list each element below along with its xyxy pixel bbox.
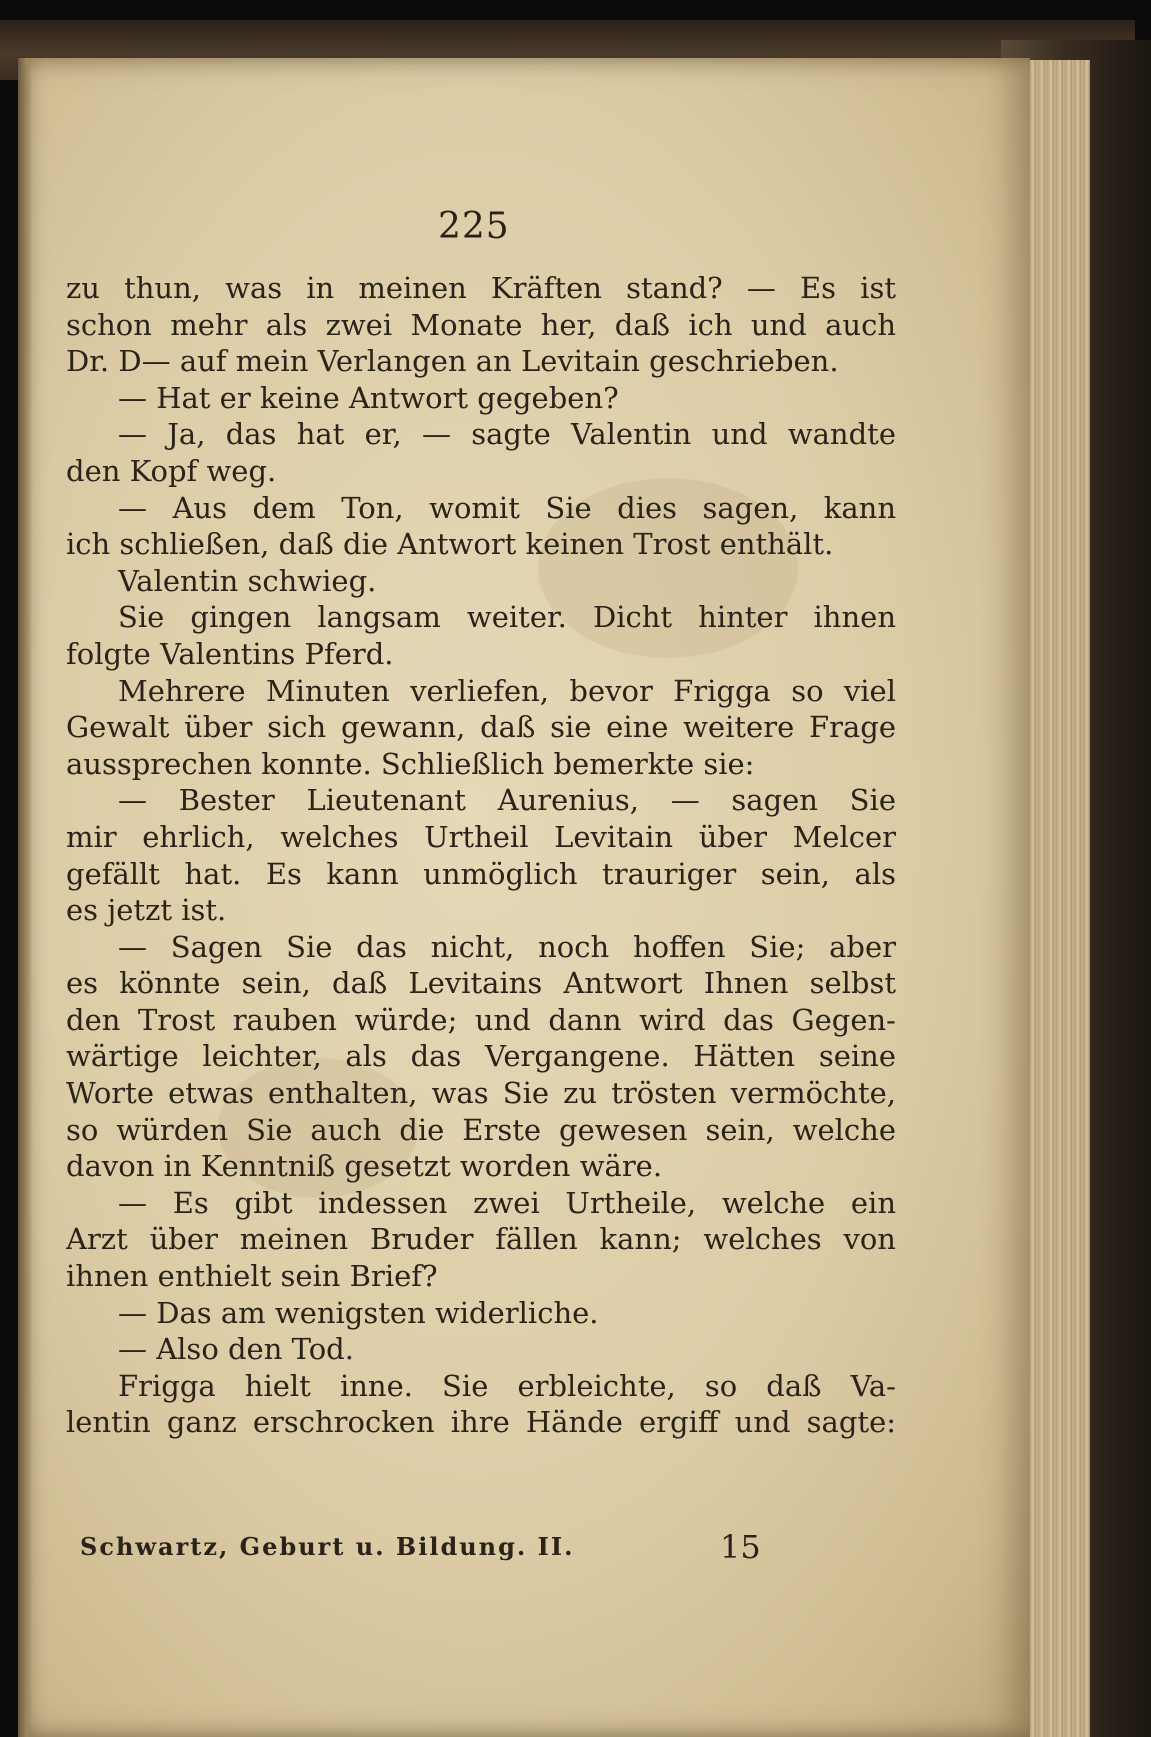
text-line: den Trost rauben würde; und dann wird das Gegen-	[66, 1002, 896, 1037]
text-line: — Hat er keine Antwort gegeben?	[118, 380, 619, 415]
text-line: Arzt über meinen Bruder fällen kann; welches von	[66, 1222, 896, 1257]
text-line: — Sagen Sie das nicht, noch hoffen Sie; aber	[118, 929, 896, 964]
footer-signature: Schwartz, Geburt u. Bildung. II.	[80, 1532, 575, 1561]
text-line: Worte etwas enthalten, was Sie zu trösten vermöchte,	[66, 1076, 896, 1111]
text-line: zu thun, was in meinen Kräften stand? — Es ist	[66, 271, 896, 305]
text-line: mir ehrlich, welches Urtheil Levitain über Melcer	[66, 819, 896, 854]
text-line: — Es gibt indessen zwei Urtheile, welche ein	[118, 1185, 896, 1220]
text-line: den Kopf weg.	[66, 453, 277, 488]
text-line: ihnen enthielt sein Brief?	[66, 1259, 438, 1294]
text-line: davon in Kenntniß gesetzt worden wäre.	[66, 1149, 663, 1184]
page-gutter	[18, 58, 32, 1737]
body-text	[66, 270, 896, 1441]
text-line: gefällt hat. Es kann unmöglich trauriger sein, als	[66, 856, 896, 891]
text-line: Valentin schwieg.	[118, 563, 377, 598]
book-page	[18, 58, 1030, 1737]
footer-sheet-number: 15	[720, 1528, 761, 1566]
text-line: Dr. D— auf mein Verlangen an Levitain geschrieben.	[66, 344, 839, 379]
text-line: es jetzt ist.	[66, 893, 227, 928]
text-line: wärtige leichter, als das Vergangene. Hätten seine	[66, 1039, 896, 1074]
page-footer	[80, 1528, 780, 1568]
text-line: Mehrere Minuten verliefen, bevor Frigga so viel	[118, 673, 896, 708]
text-line: aussprechen konnte. Schließlich bemerkte sie:	[66, 746, 755, 781]
text-line: es könnte sein, daß Levitains Antwort Ihnen selbst	[66, 966, 896, 1001]
text-line: lentin ganz erschrocken ihre Hände ergiff und sagte:	[66, 1405, 896, 1440]
text-line: ich schließen, daß die Antwort keinen Trost enthält.	[66, 527, 834, 562]
text-line: Frigga hielt inne. Sie erbleichte, so daß Va-	[118, 1368, 896, 1403]
text-line: — Das am wenigsten widerliche.	[118, 1295, 599, 1330]
text-line: schon mehr als zwei Monate her, daß ich und auch	[66, 307, 896, 342]
text-line: Sie gingen langsam weiter. Dicht hinter ihnen	[118, 600, 896, 635]
text-line: Gewalt über sich gewann, daß sie eine weitere Frage	[66, 710, 896, 745]
text-line: folgte Valentins Pferd.	[66, 636, 394, 671]
text-line: — Ja, das hat er, — sagte Valentin und wandte	[118, 417, 896, 452]
text-line: — Aus dem Ton, womit Sie dies sagen, kann	[118, 490, 896, 525]
text-line: — Bester Lieutenant Aurenius, — sagen Sie	[118, 783, 896, 818]
text-line: so würden Sie auch die Erste gewesen sein, welche	[66, 1112, 896, 1147]
text-line: — Also den Tod.	[118, 1332, 354, 1367]
page-number: 225	[438, 206, 510, 247]
